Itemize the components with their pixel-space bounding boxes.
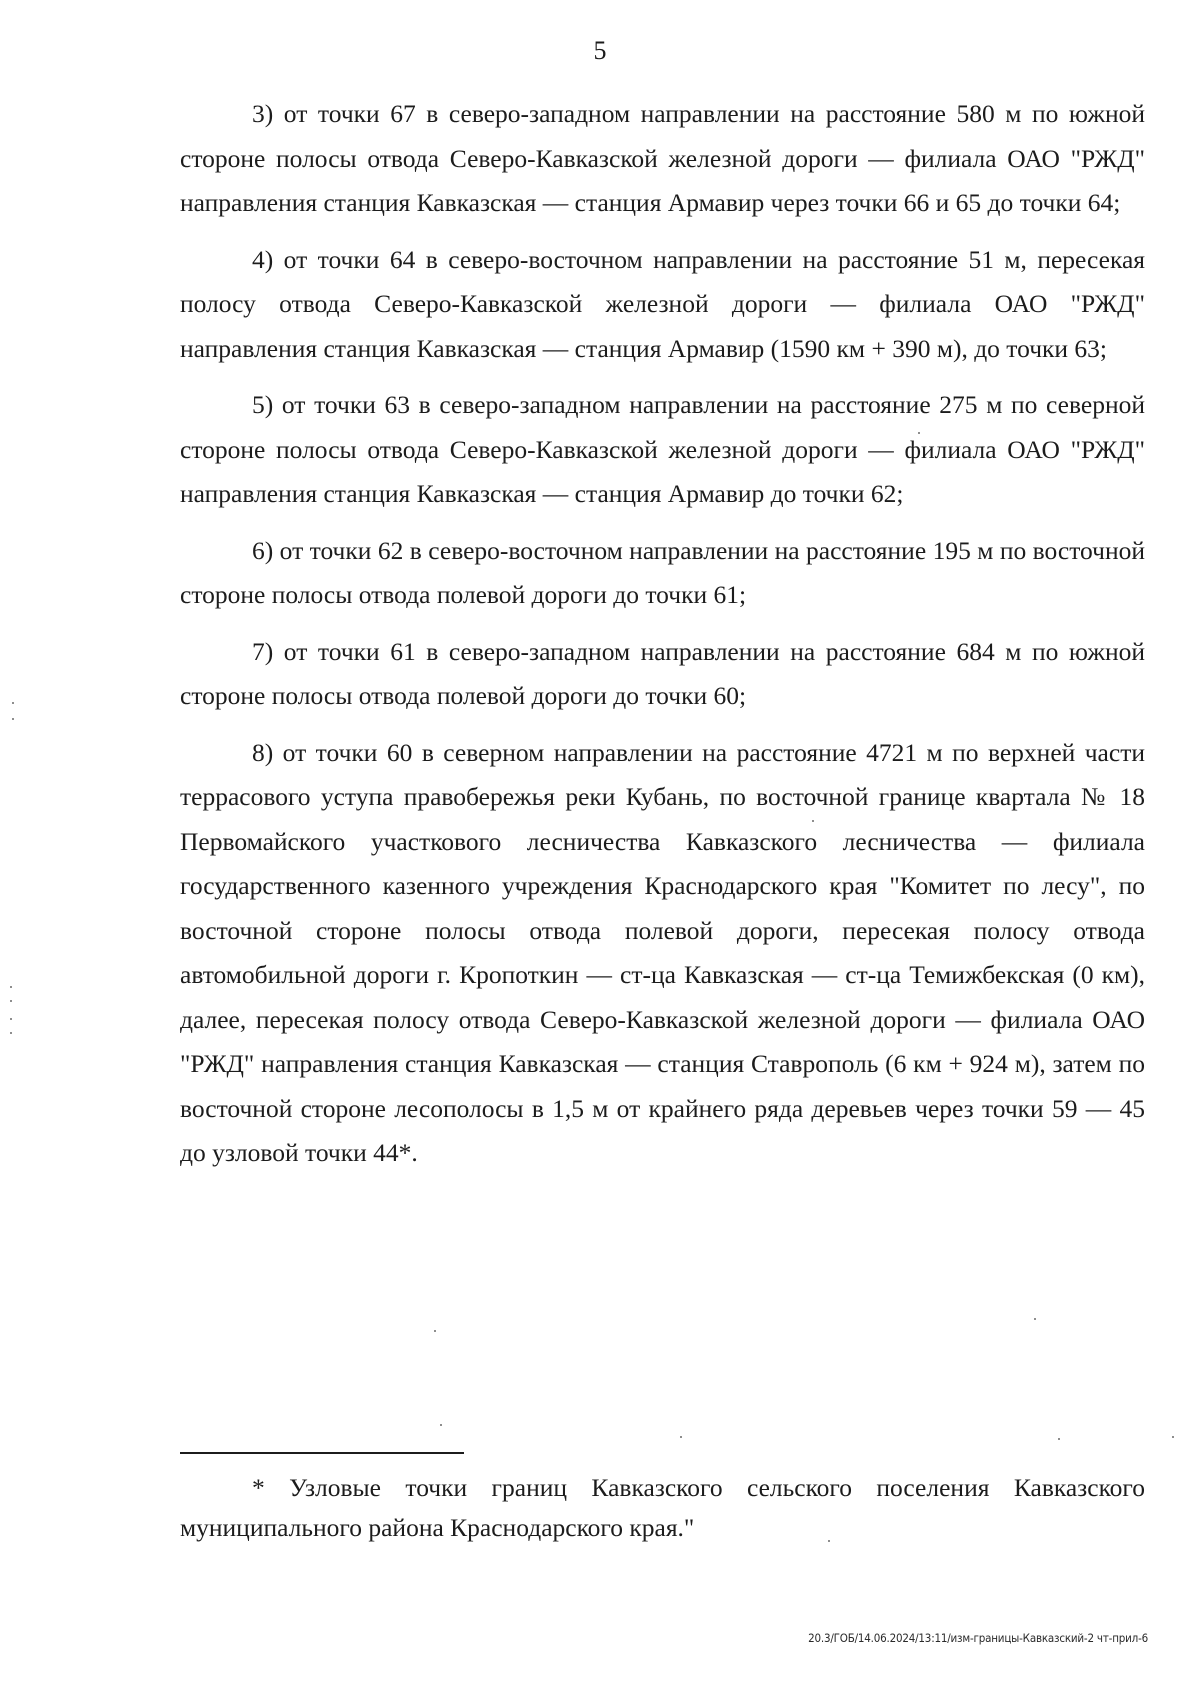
scan-speck [12, 718, 14, 720]
paragraph-item-6: 6) от точки 62 в северо-восточном направлении на расстояние 195 м по восточной стороне полосы отвода полевой дороги до точки 61; [180, 535, 1145, 609]
scan-speck [1172, 1436, 1174, 1438]
paragraph-item-4: 4) от точки 64 в северо-восточном направлении на расстояние 51 м, пересекая полосу отвода Северо-Кавказской железной дороги — филиала ОАО "РЖД" направления станция Кавказская — станция Армавир (1590 км + 390 м), до точки 63; [180, 244, 1145, 363]
document-body [180, 92, 1145, 1188]
scan-speck [10, 1018, 12, 1020]
scan-speck [434, 1330, 436, 1332]
paragraph-item-3: 3) от точки 67 в северо-западном направлении на расстояние 580 м по южной стороне полосы отвода Северо-Кавказской железной дороги — филиала ОАО "РЖД" направления станция Кавказская — станция Армавир через точки 66 и 65 до точки 64; [180, 99, 1145, 217]
scan-speck [1058, 1438, 1060, 1440]
document-reference: 20.3/ГОБ/14.06.2024/13:11/изм-границы-Кавказский-2 чт-прил-6 [808, 1631, 1148, 1645]
scan-speck [12, 702, 14, 704]
scan-speck [828, 1540, 830, 1542]
scan-speck [812, 820, 814, 822]
scan-speck [10, 1000, 12, 1002]
footnote: * Узловые точки границ Кавказского сельского поселения Кавказского муниципального района Краснодарского края." [180, 1473, 1145, 1542]
scan-speck [10, 1032, 12, 1034]
footnote-divider [180, 1452, 464, 1454]
scan-speck [10, 986, 12, 988]
scan-speck [680, 1436, 682, 1438]
scan-speck [1034, 1318, 1036, 1320]
scan-speck [918, 432, 920, 434]
paragraph-item-7: 7) от точки 61 в северо-западном направлении на расстояние 684 м по южной стороне полосы отвода полевой дороги до точки 60; [180, 636, 1145, 710]
scan-speck [440, 1424, 442, 1426]
page-number: 5 [593, 36, 607, 65]
paragraph-item-8: 8) от точки 60 в северном направлении на расстояние 4721 м по верхней части террасового уступа правобережья реки Кубань, по восточной границе квартала № 18 Первомайского участкового лесничества Кавказского лесничества — филиала государственного казенного учреждения Краснодарского края "Комитет по лесу", по восточной стороне полосы отвода полевой дороги, пересекая полосу отвода автомобильной дороги г. Кропоткин — ст-ца Кавказская — ст-ца Темижбекская (0 км), далее, пересекая полосу отвода Северо-Кавказской железной дороги — филиала ОАО "РЖД" направления станция Кавказская — станция Ставрополь (6 км + 924 м), затем по восточной стороне лесополосы в 1,5 м от крайнего ряда деревьев через точки 59 — 45 до узловой точки 44*. [180, 737, 1145, 1167]
paragraph-item-5: 5) от точки 63 в северо-западном направлении на расстояние 275 м по северной стороне полосы отвода Северо-Кавказской железной дороги — филиала ОАО "РЖД" направления станция Кавказская — станция Армавир до точки 62; [180, 390, 1145, 508]
